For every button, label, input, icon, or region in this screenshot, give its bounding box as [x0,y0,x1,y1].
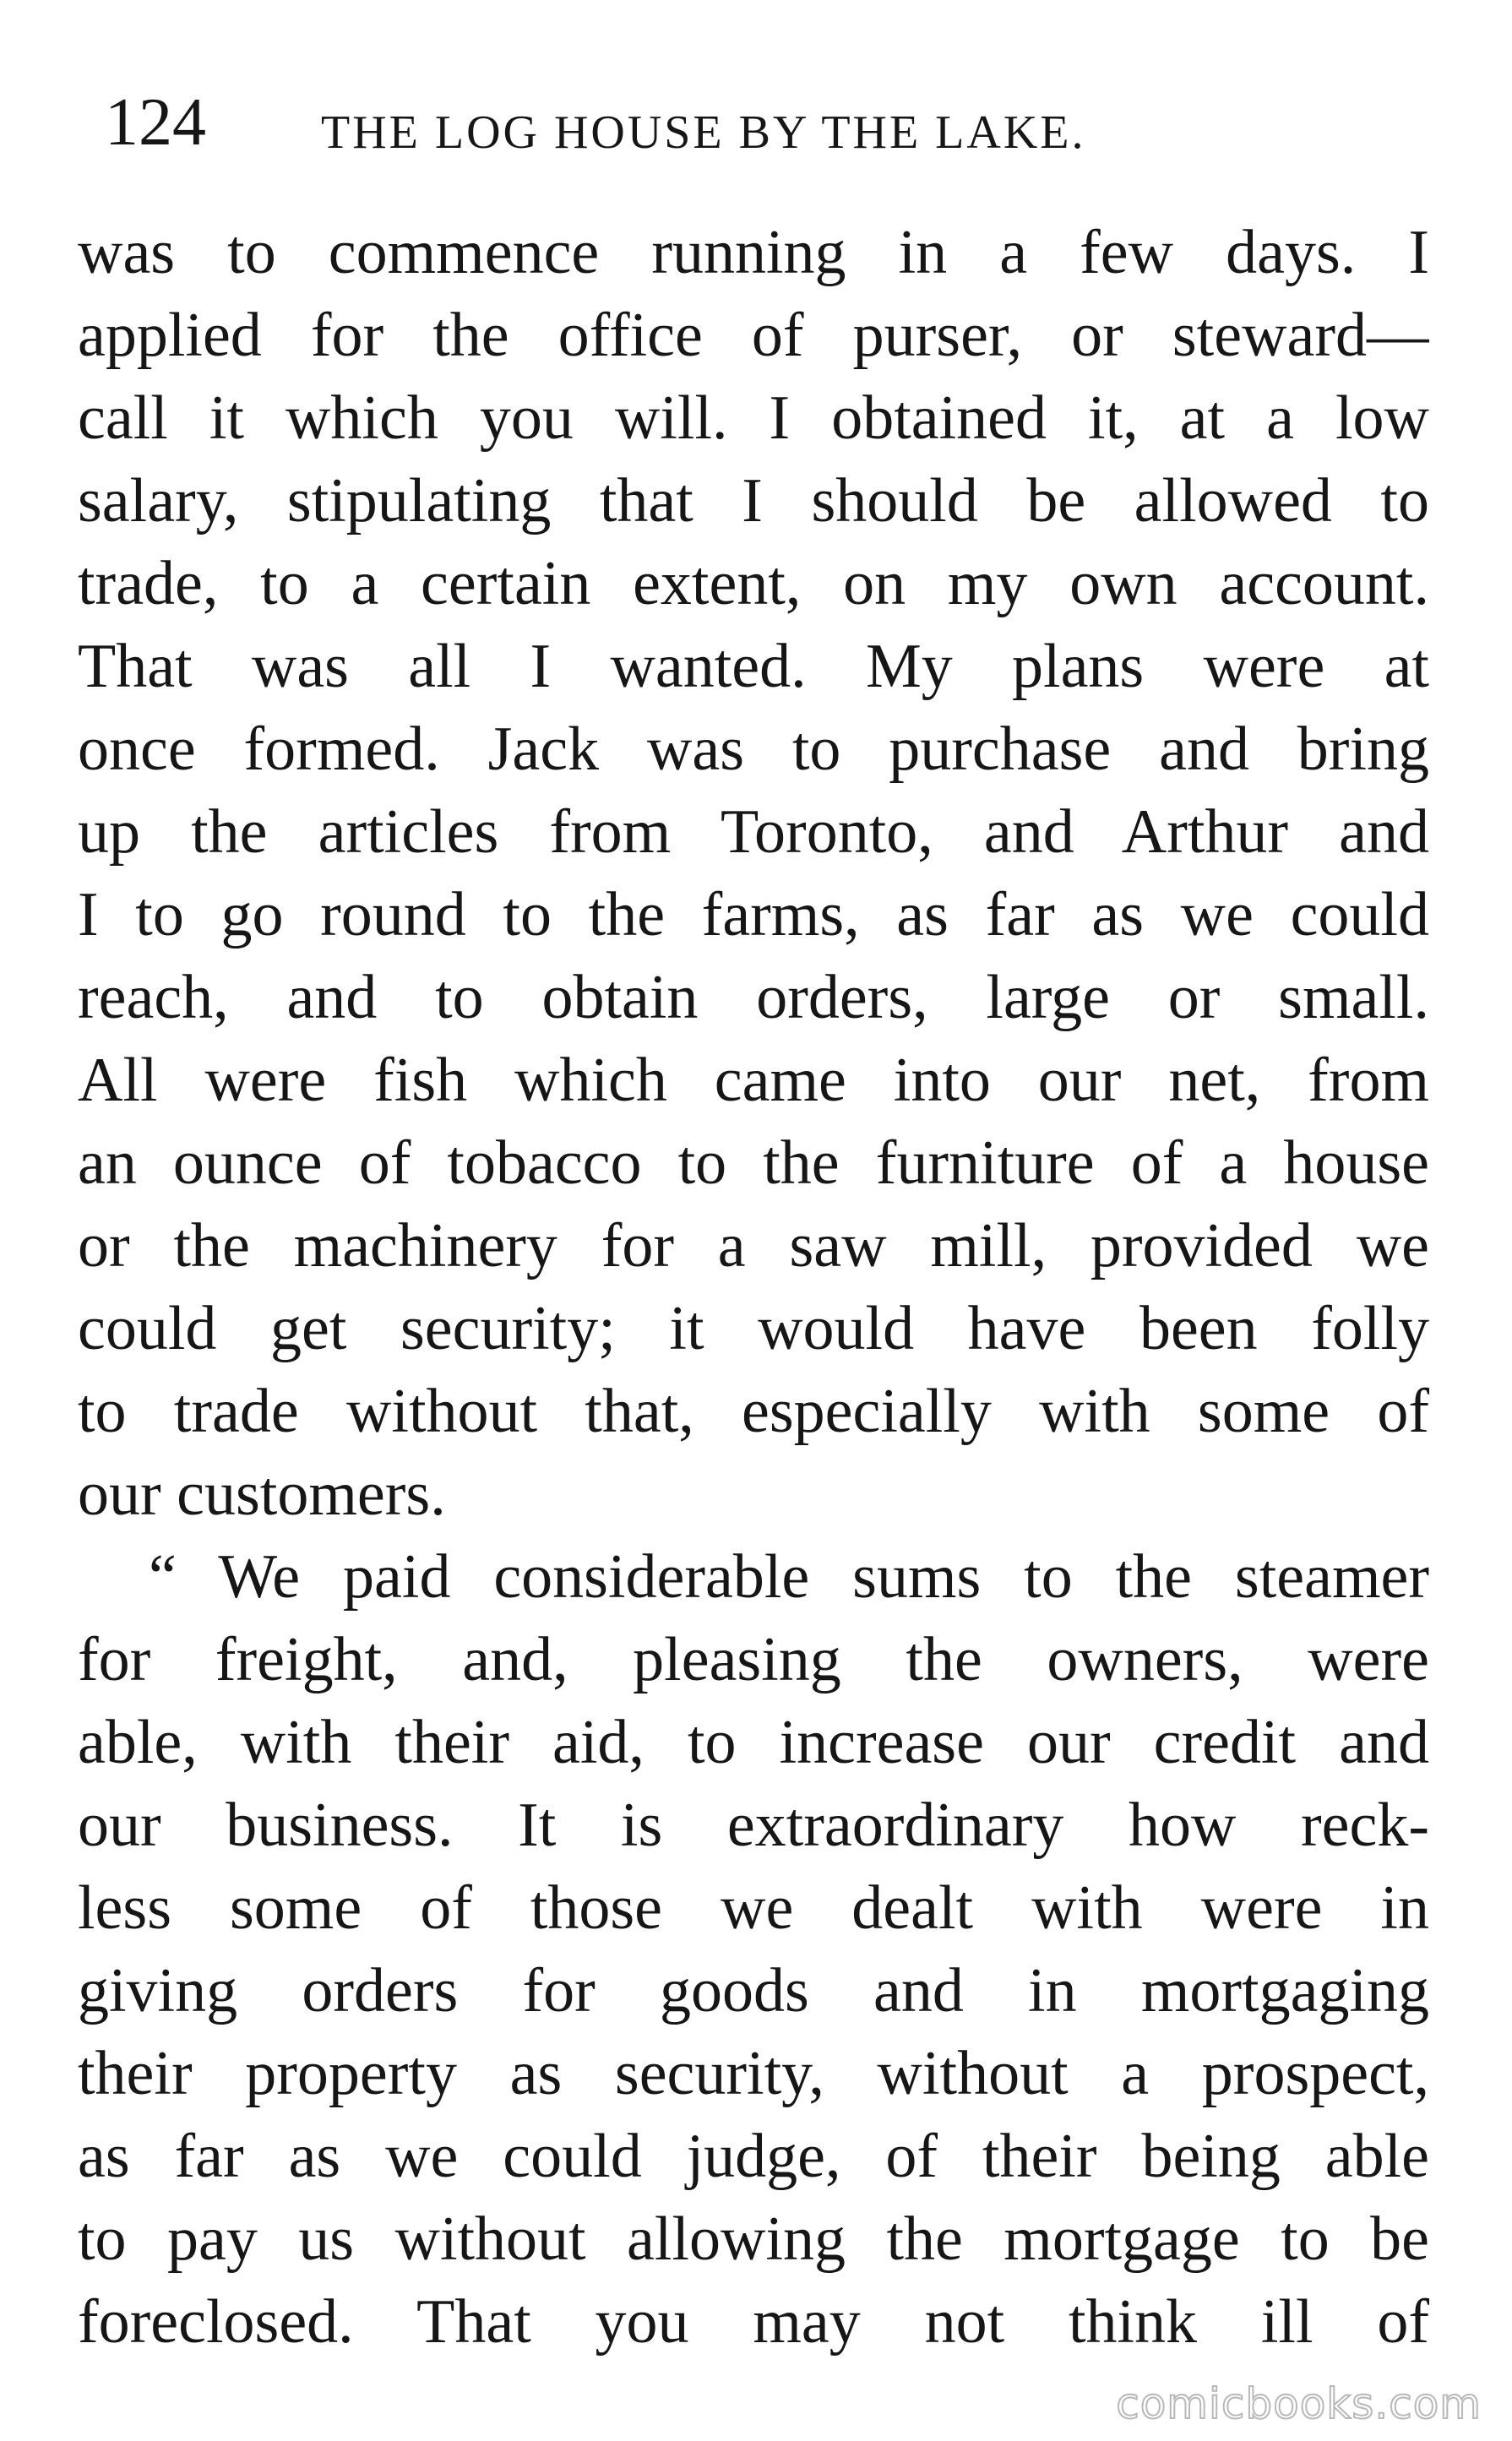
text-line: for freight, and, pleasing the owners, were [78,1625,1429,1694]
text-line: salary, stipulating that I should be allowed to [78,466,1429,535]
text-line: giving orders for goods and in mortgaging [78,1956,1429,2025]
text-line: or the machinery for a saw mill, provided we [78,1211,1429,1280]
text-line: less some of those we dealt with were in [78,1873,1429,1943]
paragraph-start-line: “ We paid considerable sums to the steamer [149,1542,1429,1612]
watermark: comicbooks.com [1116,2379,1482,2428]
text-line: All were fish which came into our net, from [78,1046,1429,1115]
text-line: to trade without that, especially with some of [78,1377,1429,1446]
text-line: able, with their aid, to increase our credit and [78,1708,1429,1777]
text-line: their property as security, without a prospect, [78,2039,1429,2108]
text-line: could get security; it would have been folly [78,1294,1429,1363]
text-line: foreclosed. That you may not think ill of [78,2287,1429,2357]
body-text [78,211,1429,2363]
text-line: was to commence running in a few days. I [78,218,1429,287]
page-header-title: THE LOG HOUSE BY THE LAKE. [321,106,1086,159]
running-head [105,76,1355,169]
text-line: I to go round to the farms, as far as we could [78,880,1429,949]
page-number: 124 [105,85,206,160]
text-line: as far as we could judge, of their being able [78,2122,1429,2191]
text-line: applied for the office of purser, or steward— [78,301,1429,370]
text-line: That was all I wanted. My plans were at [78,632,1429,701]
text-line: our business. It is extraordinary how reck- [78,1791,1429,1860]
text-line: trade, to a certain extent, on my own account. [78,549,1429,618]
text-line: an ounce of tobacco to the furniture of a house [78,1128,1429,1198]
text-line: call it which you will. I obtained it, at a low [78,383,1429,453]
text-line: to pay us without allowing the mortgage to be [78,2205,1429,2274]
text-line: once formed. Jack was to purchase and bring [78,715,1429,784]
text-line: reach, and to obtain orders, large or small. [78,963,1429,1032]
text-line: up the articles from Toronto, and Arthur and [78,797,1429,867]
paragraph-end-line: our customers. [78,1460,446,1529]
